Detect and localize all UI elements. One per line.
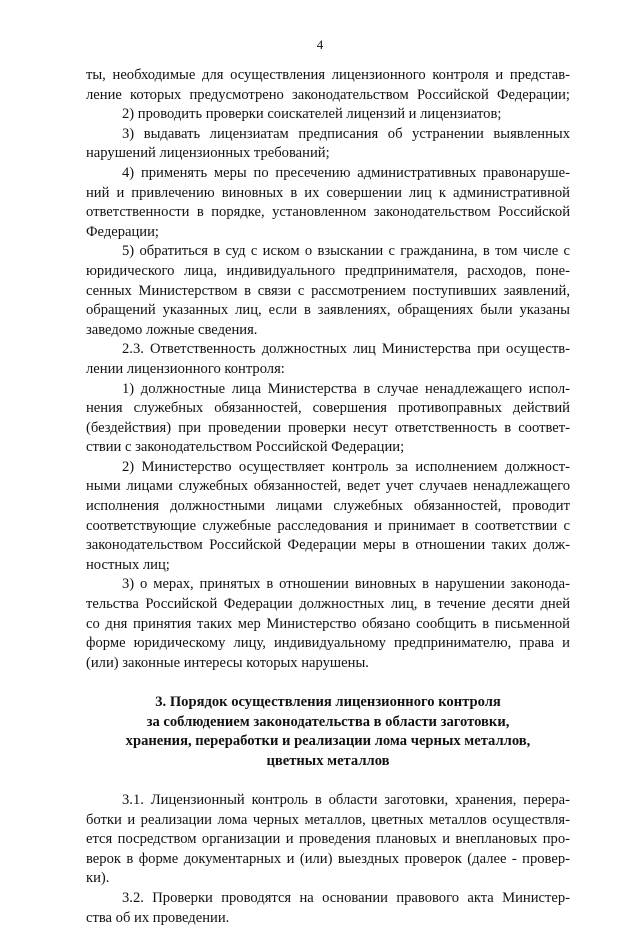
text-line: (бездействия) при проведении проверки несут ответственность в соответ- bbox=[86, 419, 570, 436]
heading-line: цветных металлов bbox=[266, 752, 390, 769]
text-line: ностных лиц; bbox=[86, 556, 170, 573]
text-line: юридического лица, индивидуального предпринимателя, расходов, поне- bbox=[86, 262, 570, 279]
text-line: 2) проводить проверки соискателей лицензий и лицензиатов; bbox=[122, 106, 502, 123]
text-line: 2.3. Ответственность должностных лиц Министерства при осуществ- bbox=[122, 341, 570, 358]
text-line: заведомо ложные сведения. bbox=[86, 321, 258, 338]
text-line: (или) законные интересы которых нарушены. bbox=[86, 654, 369, 671]
text-line: Федерации; bbox=[86, 223, 159, 240]
text-line: ты, необходимые для осуществления лицензионного контроля и представ- bbox=[86, 67, 570, 83]
text-line: 2) Министерство осуществляет контроль за исполнением должност- bbox=[122, 458, 570, 475]
section-3-text bbox=[86, 791, 570, 928]
text-line: сенных Министерством в связи с рассмотрением поступивших заявлений, bbox=[86, 282, 570, 299]
text-line: ствии с законодательством Российской Федерации; bbox=[86, 439, 405, 456]
text-line: 1) должностные лица Министерства в случае ненадлежащего испол- bbox=[122, 380, 570, 397]
text-line: ки). bbox=[86, 870, 110, 887]
text-line: форме юридическому лицу, индивидуальному предпринимателю, права и bbox=[86, 635, 570, 652]
document-body bbox=[86, 66, 570, 928]
text-line: лении лицензионного контроля: bbox=[86, 360, 285, 377]
text-line: ется посредством организации и проведения плановых и внеплановых про- bbox=[86, 831, 570, 848]
text-line: ства об их проведении. bbox=[86, 909, 230, 926]
section-3-heading bbox=[86, 693, 570, 771]
heading-line: за соблюдением законодательства в области заготовки, bbox=[146, 713, 510, 730]
text-line: 3) выдавать лицензиатам предписания об устранении выявленных bbox=[122, 125, 570, 142]
text-line: ботки и реализации лома черных металлов, цветных металлов осуществля- bbox=[86, 811, 570, 828]
spacer bbox=[86, 771, 570, 791]
text-line: 3.2. Проверки проводятся на основании правового акта Министер- bbox=[122, 889, 570, 906]
text-line: 4) применять меры по пресечению административных правонаруше- bbox=[122, 164, 570, 181]
text-line: тельства Российской Федерации должностных лиц, в течение десяти дней bbox=[86, 596, 570, 613]
page-number: 4 bbox=[316, 37, 324, 52]
text-line: исполнения должностными лицами служебных обязанностей, проводит bbox=[86, 498, 570, 515]
section-2-text bbox=[86, 66, 570, 673]
spacer bbox=[86, 673, 570, 693]
heading-line: 3. Порядок осуществления лицензионного контроля bbox=[155, 694, 501, 710]
text-line: ными лицами служебных обязанностей, ведет учет случаев ненадлежащего bbox=[86, 478, 570, 495]
text-line: 3.1. Лицензионный контроль в области заготовки, хранения, перера- bbox=[122, 791, 570, 808]
text-line: со дня принятия таких мер Министерство обязано сообщить в письменной bbox=[86, 615, 570, 632]
text-line: ний и привлечению виновных в их совершении лиц к административной bbox=[86, 184, 570, 201]
text-line: 3) о мерах, принятых в отношении виновных в нарушении законода- bbox=[122, 576, 570, 593]
text-line: законодательством Российской Федерации меры в отношении таких долж- bbox=[86, 537, 570, 554]
text-line: нения служебных обязанностей, совершения противоправных действий bbox=[86, 400, 570, 417]
text-line: верок в форме документарных и (или) выездных проверок (далее - провер- bbox=[86, 850, 570, 867]
text-line: ответственности в порядке, установленном законодательством Российской bbox=[86, 204, 570, 221]
text-line: 5) обратиться в суд с иском о взыскании с гражданина, в том числе с bbox=[122, 243, 570, 260]
heading-line: хранения, переработки и реализации лома черных металлов, bbox=[125, 733, 531, 750]
text-line: ление которых предусмотрено законодательством Российской Федерации; bbox=[86, 86, 570, 103]
text-line: нарушений лицензионных требований; bbox=[86, 145, 330, 162]
text-line: соответствующие служебные расследования и принимает в соответствии с bbox=[86, 517, 570, 534]
text-line: обращений указанных лиц, если в заявлениях, обращениях были указаны bbox=[86, 302, 570, 319]
